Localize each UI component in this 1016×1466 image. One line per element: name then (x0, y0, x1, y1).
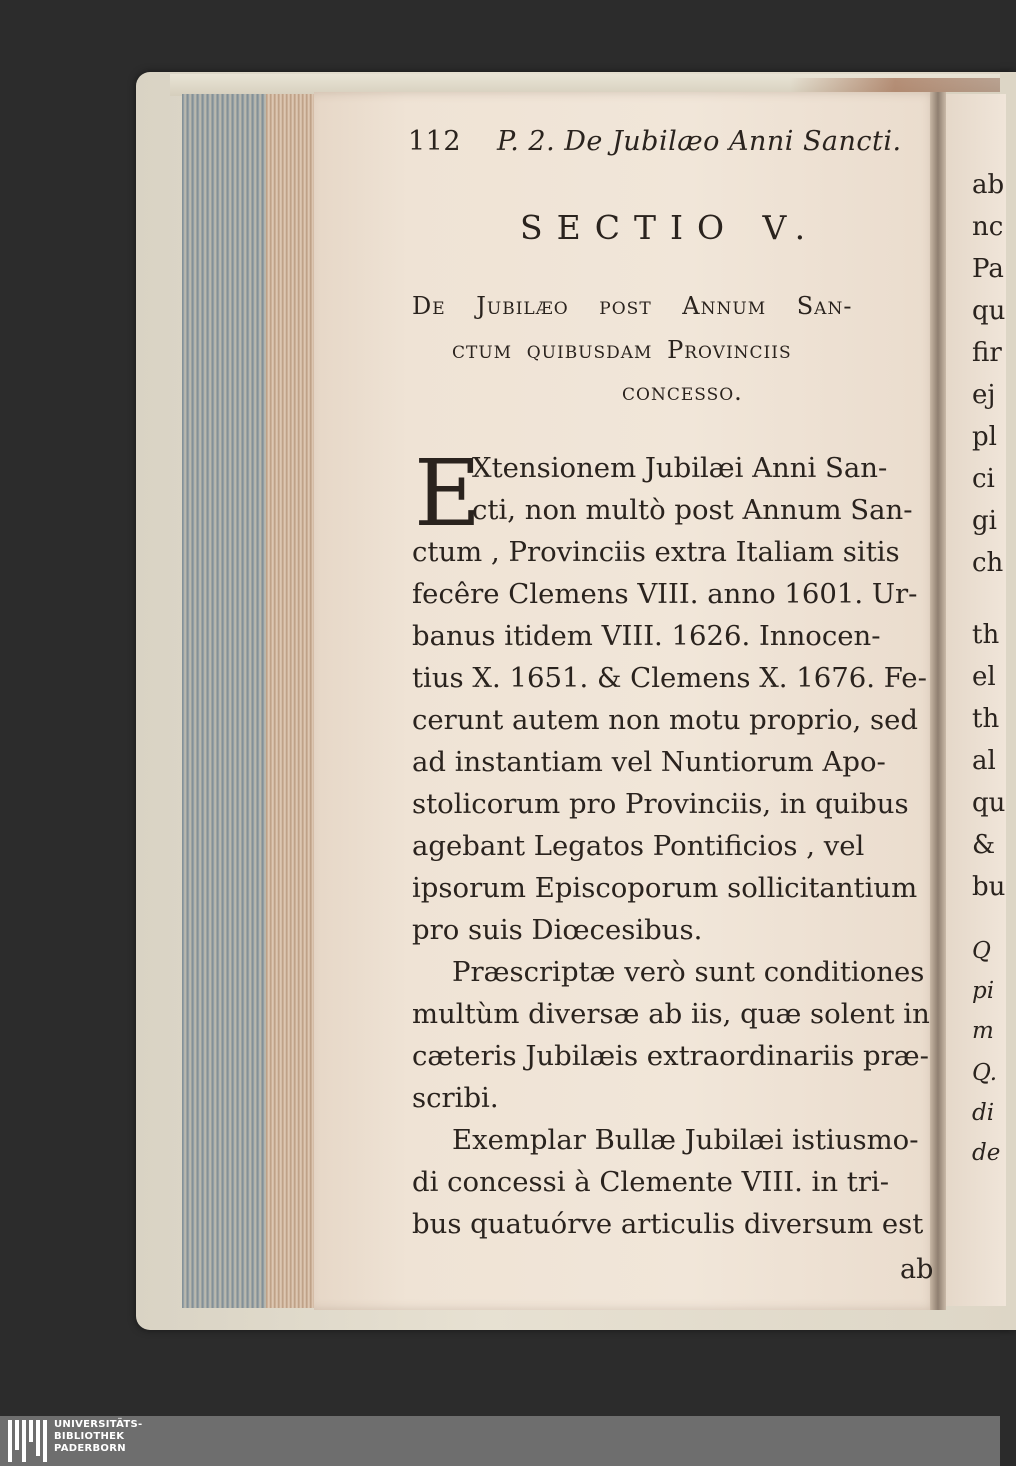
body-line: fecêre Clemens VIII. anno 1601. Ur- (412, 578, 918, 610)
right-page-fragment: al (972, 746, 996, 776)
right-page-fragment: di (972, 1100, 995, 1126)
right-page-fragment: ch (972, 548, 1004, 578)
body-line: tius X. 1651. & Clemens X. 1676. Fe- (412, 662, 927, 694)
library-name-line: PADERBORN (54, 1443, 126, 1454)
body-line: agebant Legatos Pontificios , vel (412, 830, 865, 862)
right-page-fragment: pl (972, 422, 997, 452)
body-line: Xtensionem Jubilæi Anni San- (472, 452, 888, 484)
body-line: stolicorum pro Provinciis, in quibus (412, 788, 909, 820)
right-page-fragment: th (972, 620, 1000, 650)
right-page-fragment: bu (972, 872, 1006, 902)
right-page-fragment: qu (972, 296, 1006, 326)
body-line: pro suis Diœcesibus. (412, 914, 703, 946)
right-page-fragment: el (972, 662, 996, 692)
page-number: 112 (408, 126, 462, 157)
running-head (408, 126, 902, 157)
body-line: di concessi à Clemente VIII. in tri- (412, 1166, 890, 1198)
right-page-fragment: de (972, 1140, 1001, 1166)
subtitle-line: ctum quibusdam Provinciis (452, 336, 792, 364)
body-line: Præscriptæ verò sunt conditiones (452, 956, 925, 988)
right-page-fragment: Q. (972, 1060, 998, 1086)
body-line: multùm diversæ ab iis, quæ solent in (412, 998, 930, 1030)
body-line: cerunt autem non motu proprio, sed (412, 704, 919, 736)
body-line: Exemplar Bullæ Jubilæi istiusmo- (452, 1124, 919, 1156)
right-page-fragment: nc (972, 212, 1004, 242)
right-page-fragment: & (972, 830, 996, 860)
running-head-title: P. 2. De Jubilæo Anni Sancti. (497, 126, 902, 157)
library-footer-bar (0, 1416, 1000, 1466)
page-fore-edge-inner (266, 94, 316, 1308)
body-line: cti, non multò post Annum San- (472, 494, 913, 526)
body-line: ipsorum Episcoporum sollicitantium (412, 872, 918, 904)
right-page-fragment: fir (972, 338, 1002, 368)
catchword: ab (900, 1254, 934, 1285)
body-line: banus itidem VIII. 1626. Innocen- (412, 620, 881, 652)
right-page-fragment: Pa (972, 254, 1004, 284)
right-page-fragment: pi (972, 978, 995, 1004)
body-line: ad instantiam vel Nuntiorum Apo- (412, 746, 886, 778)
subtitle-line: De Jubilæo post Annum San- (412, 292, 853, 320)
right-page-fragment: m (972, 1018, 994, 1044)
right-page-fragment: Q (972, 938, 991, 964)
right-page-fragment: ci (972, 464, 995, 494)
cover-edge-stain (790, 78, 1000, 92)
body-line: cæteris Jubilæis extraordinariis præ- (412, 1040, 929, 1072)
right-page-fragment: th (972, 704, 1000, 734)
body-line: scribi. (412, 1082, 499, 1114)
library-name-line: UNIVERSITÄTS- (54, 1419, 143, 1430)
library-logo-icon (8, 1420, 48, 1462)
body-line: bus quatuórve articulis diversum est (412, 1208, 924, 1240)
section-title: SECTIO V. (520, 208, 820, 247)
book-gutter (930, 92, 946, 1310)
right-page-fragment: ab (972, 170, 1005, 200)
right-page-fragment: ej (972, 380, 996, 410)
body-line: ctum , Provinciis extra Italiam sitis (412, 536, 900, 568)
drop-capital: E (414, 440, 482, 547)
right-page-fragment: gi (972, 506, 997, 536)
library-name-line: BIBLIOTHEK (54, 1431, 125, 1442)
subtitle-line: concesso. (622, 378, 743, 406)
right-page-fragment: qu (972, 788, 1006, 818)
